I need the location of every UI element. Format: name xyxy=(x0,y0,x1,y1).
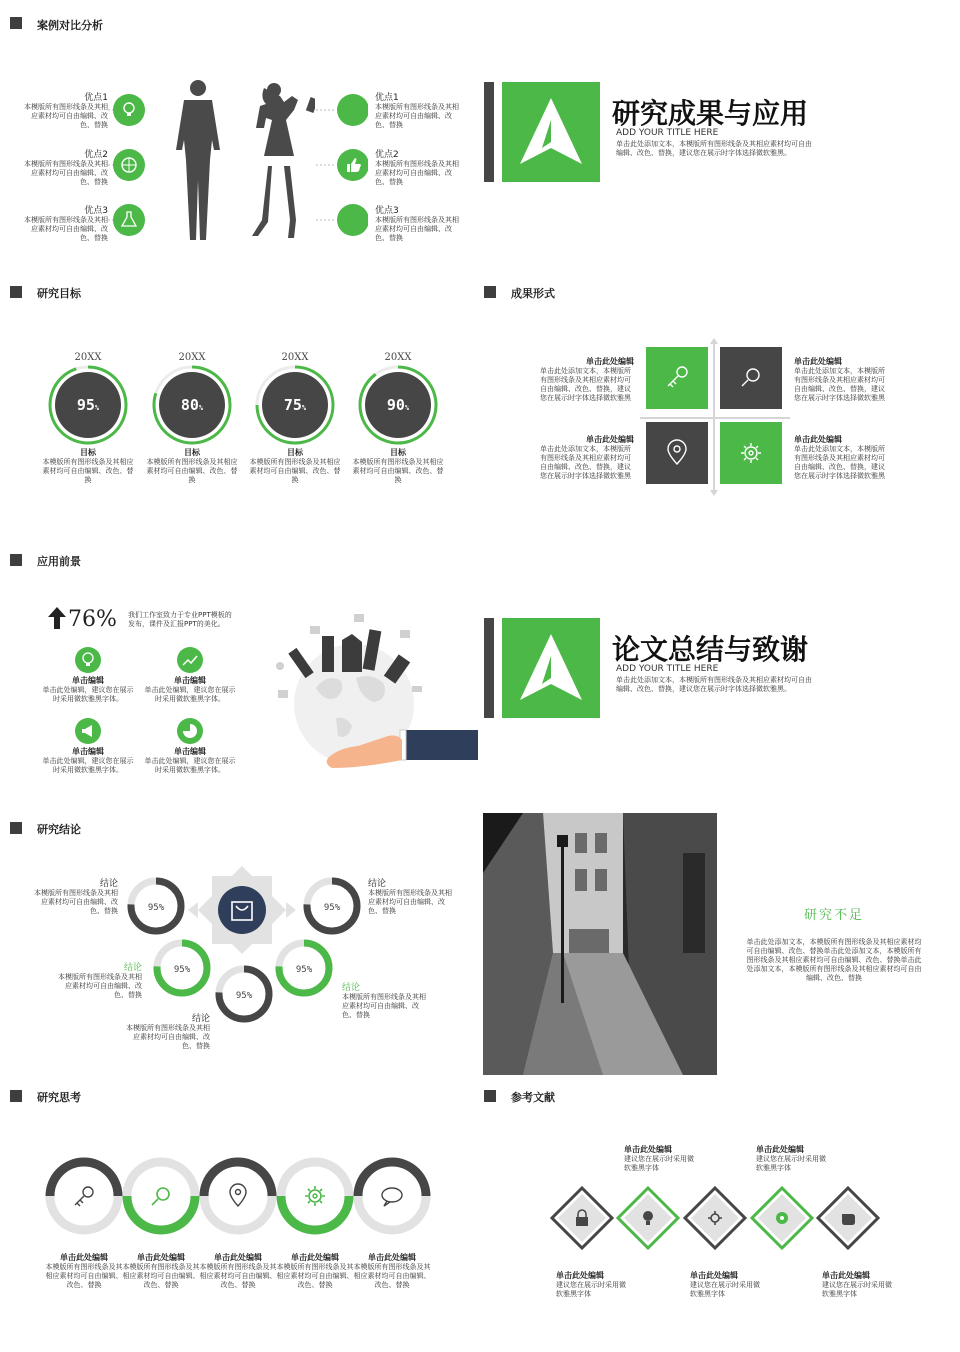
goal-value: 75 xyxy=(283,396,302,414)
search-icon xyxy=(152,1188,169,1205)
goal-value: 90 xyxy=(386,396,405,414)
reference-text-bottom-3: 单击此处编辑 建议您在展示时采用微软雅黑字体 xyxy=(822,1271,892,1298)
section-title-prospects: 应用前景 xyxy=(37,555,81,568)
left-icon-column xyxy=(108,90,160,240)
conclusion-ring-value: 95% xyxy=(323,903,341,913)
goal-label: 目标 xyxy=(80,448,96,457)
logo-box xyxy=(502,82,600,182)
reflection-text: 单击此处编辑 本模版所有图形线条及其相应素材均可自由编辑、改色、替换 xyxy=(353,1253,431,1289)
reflection-ring xyxy=(50,1162,118,1230)
flask-icon xyxy=(113,204,145,236)
conclusion-ring-value: 95% xyxy=(147,903,165,913)
key-icon xyxy=(75,1187,93,1206)
prospect-item-1: 单击编辑 单击此处编辑，建议您在展示时采用微软雅黑字体。 xyxy=(40,647,136,704)
conclusion-ring xyxy=(274,938,334,998)
megaphone-icon xyxy=(75,718,101,744)
conclusion-ring xyxy=(214,964,274,1024)
goal-unit: % xyxy=(198,404,204,412)
reference-text-bottom-2: 单击此处编辑 建议您在展示时采用微软雅黑字体 xyxy=(690,1271,760,1298)
prospect-item-2: 单击编辑 单击此处编辑，建议您在展示时采用微软雅黑字体。 xyxy=(142,647,238,704)
reference-text-bottom-1: 单击此处编辑 建议您在展示时采用微软雅黑字体 xyxy=(556,1271,626,1298)
reflection-ring xyxy=(358,1162,426,1230)
reflection-ring xyxy=(127,1162,195,1230)
chapter-title: 论文总结与致谢 xyxy=(612,633,809,666)
section-marker xyxy=(10,1090,22,1102)
gear-icon xyxy=(305,1186,325,1206)
goal-year: 20XX xyxy=(178,352,206,363)
goal-unit: % xyxy=(404,404,410,412)
goal-text: 本模版所有图形线条及其相应素材均可自由编辑、改色、替换 xyxy=(352,458,444,484)
section-title-reflections: 研究思考 xyxy=(37,1091,81,1104)
lightbulb-icon xyxy=(75,647,101,673)
section-marker xyxy=(10,17,22,29)
reflection-text: 单击此处编辑 本模版所有图形线条及其相应素材均可自由编辑、改色、替换 xyxy=(199,1253,277,1289)
conclusion-text-2: 结论 本模版所有图形线条及其相应素材均可自由编辑、改色、替换 xyxy=(368,879,452,915)
conclusion-ring-value: 95% xyxy=(173,965,191,975)
goal-year: 20XX xyxy=(281,352,309,363)
insufficiency-text: 单击此处添加文本，本模版所有图形线条及其相应素材均可自由编辑、改色、替换单击此处添加文本，本模版所有图形线条及其相应素材均可自由编辑、改色、替换单击此处添加文本，本模版所有图形线条及其相应素材均可自由编辑、改色、替换 xyxy=(746,938,922,982)
reflection-text: 单击此处编辑 本模版所有图形线条及其相应素材均可自由编辑、改色、替换 xyxy=(276,1253,354,1289)
conclusion-text-5: 结论 本模版所有图形线条及其相应素材均可自由编辑、改色、替换 xyxy=(126,1014,210,1050)
goal-label: 目标 xyxy=(287,448,303,457)
section-title-goals: 研究目标 xyxy=(37,287,81,300)
advantage-right-2: 优点2 本模版所有图形线条及其相应素材均可自由编辑、改色、替换 xyxy=(375,150,459,186)
advantage-left-2: 优点2 本模版所有图形线条及其相应素材均可自由编辑、改色、替换 xyxy=(24,150,108,186)
goal-item xyxy=(350,352,446,485)
section-marker xyxy=(10,822,22,834)
advantage-right-1: 优点1 本模版所有图形线条及其相应素材均可自由编辑、改色、替换 xyxy=(375,93,459,129)
location-pin-icon xyxy=(230,1184,246,1206)
chapter-subtitle: ADD YOUR TITLE HERE xyxy=(616,664,719,674)
section-title-conclusions: 研究结论 xyxy=(37,823,81,836)
section-marker xyxy=(10,286,22,298)
goal-item xyxy=(247,352,343,485)
reference-diamond-4 xyxy=(752,1188,812,1248)
reference-diamond-3 xyxy=(685,1188,745,1248)
reflection-ring xyxy=(204,1162,272,1230)
goal-ring xyxy=(144,363,240,447)
goal-item xyxy=(40,352,136,485)
conclusion-text-1: 结论 本模版所有图形线条及其相应素材均可自由编辑、改色、替换 xyxy=(34,879,118,915)
title-bar xyxy=(484,82,494,182)
section-title-comparison: 案例对比分析 xyxy=(37,19,103,32)
goal-item xyxy=(144,352,240,485)
conclusion-ring-value: 95% xyxy=(295,965,313,975)
arrow-logo-icon xyxy=(502,82,600,182)
goal-text: 本模版所有图形线条及其相应素材均可自由编辑、改色、替换 xyxy=(249,458,341,484)
arrow-up-icon xyxy=(48,607,66,629)
arrow-logo-icon xyxy=(502,618,600,718)
lightbulb-icon xyxy=(113,94,145,126)
section-marker xyxy=(10,554,22,566)
conclusion-ring xyxy=(126,876,186,936)
prospect-item-3: 单击编辑 单击此处编辑，建议您在展示时采用微软雅黑字体。 xyxy=(40,718,136,775)
outcome-text-4: 单击此处编辑 单击此处添加文本，本模版所有图形线条及其相应素材均可自由编辑、改色、替换，建议您在展示时字体选择微软雅黑 xyxy=(794,435,885,480)
goal-ring xyxy=(247,363,343,447)
goal-text: 本模版所有图形线条及其相应素材均可自由编辑、改色、替换 xyxy=(42,458,134,484)
section-marker xyxy=(484,1090,496,1102)
goal-value: 80 xyxy=(180,396,199,414)
goal-year: 20XX xyxy=(74,352,102,363)
thumbs-up-icon xyxy=(337,149,368,181)
section-title-outcome-forms: 成果形式 xyxy=(511,287,555,300)
people-silhouette-illustration xyxy=(170,78,315,244)
goal-label: 目标 xyxy=(390,448,406,457)
conclusion-text-4: 结论 本模版所有图形线条及其相应素材均可自由编辑、改色、替换 xyxy=(342,983,426,1019)
reference-text-top-2: 单击此处编辑 建议您在展示时采用微软雅黑字体 xyxy=(756,1145,826,1172)
advantage-left-1: 优点1 本模版所有图形线条及其相应素材均可自由编辑、改色、替换 xyxy=(24,93,108,129)
section-title-references: 参考文献 xyxy=(511,1091,555,1104)
city-globe-hand-illustration xyxy=(266,608,478,776)
chapter-title: 研究成果与应用 xyxy=(612,97,809,130)
conclusion-text-3: 结论 本模版所有图形线条及其相应素材均可自由编辑、改色、替换 xyxy=(58,963,142,999)
reference-diamond-2 xyxy=(618,1188,678,1248)
prospect-item-4: 单击编辑 单击此处编辑，建议您在展示时采用微软雅黑字体。 xyxy=(142,718,238,775)
outcome-text-3: 单击此处编辑 单击此处添加文本，本模版所有图形线条及其相应素材均可自由编辑、改色、替换，建议您在展示时字体选择微软雅黑 xyxy=(540,435,634,480)
chapter-text: 单击此处添加文本，本模版所有图形线条及其相应素材均可自由编辑、改色、替换，建议您在展示时字体选择微软雅黑。 xyxy=(616,140,812,157)
advantage-right-3: 优点3 本模版所有图形线条及其相应素材均可自由编辑、改色、替换 xyxy=(375,206,459,242)
reference-text-top-1: 单击此处编辑 建议您在展示时采用微软雅黑字体 xyxy=(624,1145,694,1172)
target-icon xyxy=(776,1212,788,1224)
reference-diamond-5 xyxy=(818,1188,878,1248)
globe-icon xyxy=(113,149,145,181)
reflection-ring xyxy=(281,1162,349,1230)
section-marker xyxy=(484,286,496,298)
goal-ring xyxy=(350,363,446,447)
prospects-intro: 我们工作室致力于专业PPT模板的发布，课件及汇报PPT的美化。 xyxy=(128,611,232,628)
reference-diamond-1 xyxy=(552,1188,612,1248)
title-bar xyxy=(484,618,494,718)
goal-unit: % xyxy=(94,404,100,412)
outcome-text-1: 单击此处编辑 单击此处添加文本，本模版所有图形线条及其相应素材均可自由编辑、改色、替换，建议您在展示时字体选择微软雅黑 xyxy=(540,357,634,402)
outcome-grid xyxy=(640,338,790,496)
right-icon-column xyxy=(316,90,368,240)
reflection-text: 单击此处编辑 本模版所有图形线条及其相应素材均可自由编辑、改色、替换 xyxy=(45,1253,123,1289)
alley-photo xyxy=(483,813,717,1075)
chat-bubble-icon xyxy=(382,1188,402,1206)
growth-percent: 76% xyxy=(68,607,117,632)
trend-chart-icon xyxy=(177,647,203,673)
goal-year: 20XX xyxy=(384,352,412,363)
goal-ring xyxy=(40,363,136,447)
logo-box xyxy=(502,618,600,718)
goal-text: 本模版所有图形线条及其相应素材均可自由编辑、改色、替换 xyxy=(146,458,238,484)
chapter-subtitle: ADD YOUR TITLE HERE xyxy=(616,128,719,138)
conclusion-ring xyxy=(152,938,212,998)
outcome-text-2: 单击此处编辑 单击此处添加文本，本模版所有图形线条及其相应素材均可自由编辑、改色、替换，建议您在展示时字体选择微软雅黑 xyxy=(794,357,885,402)
goal-value: 95 xyxy=(76,396,95,414)
pie-chart-icon xyxy=(177,718,203,744)
fist-icon xyxy=(842,1214,855,1225)
reflection-text: 单击此处编辑 本模版所有图形线条及其相应素材均可自由编辑、改色、替换 xyxy=(122,1253,200,1289)
conclusion-ring-value: 95% xyxy=(235,991,253,1001)
insufficiency-title: 研究不足 xyxy=(803,908,864,923)
goal-label: 目标 xyxy=(184,448,200,457)
chapter-text: 单击此处添加文本，本模版所有图形线条及其相应素材均可自由编辑、改色、替换，建议您在展示时字体选择微软雅黑。 xyxy=(616,676,812,693)
conclusion-ring xyxy=(302,876,362,936)
reference-diamonds xyxy=(548,1184,882,1256)
goal-unit: % xyxy=(301,404,307,412)
reflection-ring-chain xyxy=(44,1150,444,1246)
advantage-left-3: 优点3 本模版所有图形线条及其相应素材均可自由编辑、改色、替换 xyxy=(24,206,108,242)
